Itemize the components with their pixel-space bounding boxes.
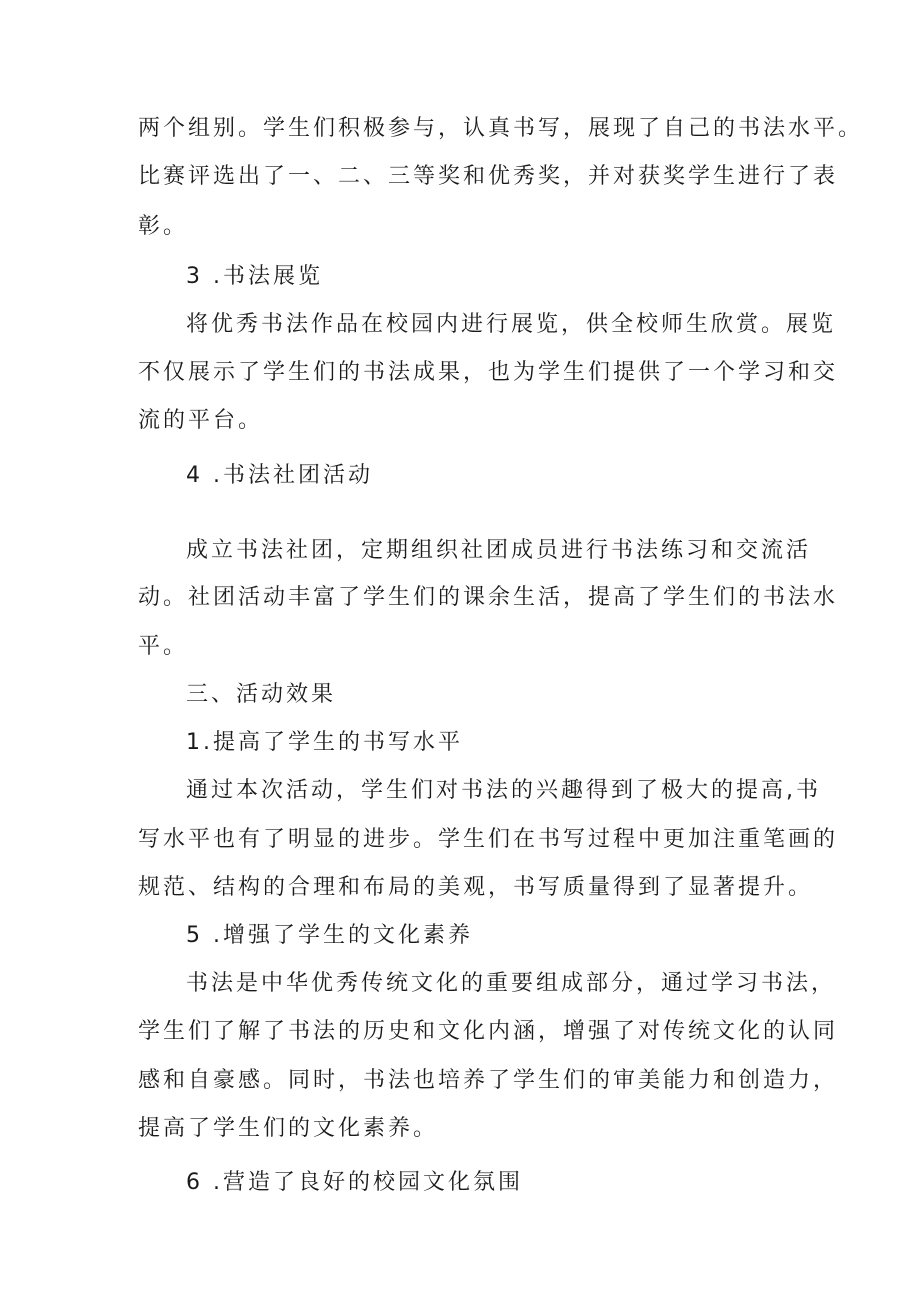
section-heading: 5 .增强了学生的文化素养 bbox=[186, 923, 473, 948]
section-heading: 3 .书法展览 bbox=[186, 264, 323, 289]
section-heading: 4 .书法社团活动 bbox=[186, 463, 373, 488]
paragraph-line: 流的平台。 bbox=[138, 408, 264, 433]
section-title: 三、活动效果 bbox=[186, 682, 337, 707]
paragraph-line: 平。 bbox=[138, 634, 189, 659]
paragraph-line: 两个组别。学生们积极参与，认真书写，展现了自己的书法水平。 bbox=[138, 116, 864, 141]
paragraph-line: 规范、结构的合理和布局的美观，书写质量得到了显著提升。 bbox=[138, 875, 814, 900]
paragraph-line: 彰。 bbox=[138, 214, 189, 239]
paragraph-line: 将优秀书法作品在校园内进行展览，供全校师生欣赏。展览 bbox=[186, 312, 837, 337]
paragraph-line: 书法是中华优秀传统文化的重要组成部分，通过学习书法， bbox=[186, 971, 837, 996]
paragraph-line: 感和自豪感。同时，书法也培养了学生们的审美能力和创造力， bbox=[138, 1068, 839, 1093]
paragraph-line: 写水平也有了明显的进步。学生们在书写过程中更加注重笔画的 bbox=[138, 827, 839, 852]
section-heading: 1.提高了学生的书写水平 bbox=[186, 730, 463, 755]
paragraph-line: 比赛评选出了一、二、三等奖和优秀奖，并对获奖学生进行了表 bbox=[138, 164, 839, 189]
paragraph-line: 通过本次活动，学生们对书法的兴趣得到了极大的提高,书 bbox=[186, 778, 821, 803]
paragraph-line: 学生们了解了书法的历史和文化内涵，增强了对传统文化的认同 bbox=[138, 1019, 839, 1044]
paragraph-line: 提高了学生们的文化素养。 bbox=[138, 1116, 439, 1141]
section-heading: 6 .营造了良好的校园文化氛围 bbox=[186, 1170, 523, 1195]
paragraph-line: 成立书法社团，定期组织社团成员进行书法练习和交流活 bbox=[186, 538, 812, 563]
paragraph-line: 动。社团活动丰富了学生们的课余生活，提高了学生们的书法水 bbox=[138, 585, 839, 610]
paragraph-line: 不仅展示了学生们的书法成果，也为学生们提供了一个学习和交 bbox=[138, 360, 839, 385]
